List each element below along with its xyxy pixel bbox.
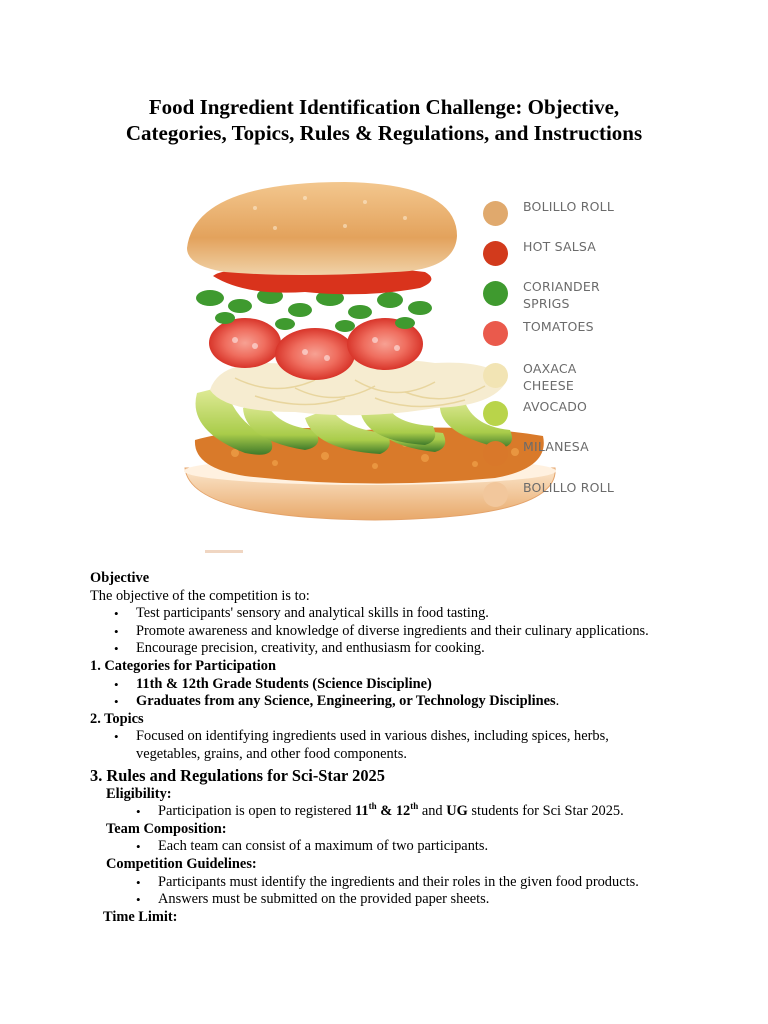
team-composition-heading: Team Composition:: [106, 820, 227, 837]
title-line-2: Categories, Topics, Rules & Regulations, and Instructions: [125, 121, 643, 145]
bolillo-roll-swatch: [483, 201, 508, 226]
objective-heading: Objective: [90, 570, 150, 586]
eligibility-heading: Eligibility:: [106, 785, 172, 802]
document-body: [90, 570, 730, 926]
legend-label: CORIANDER SPRIGS: [523, 279, 600, 311]
rules-heading: 3. Rules and Regulations for Sci-Star 2025: [90, 765, 385, 785]
tomatoes-swatch: [483, 321, 508, 346]
categories-heading: 1. Categories for Participation: [90, 657, 276, 674]
objective-intro: The objective of the competition is to:: [90, 587, 310, 604]
legend-item-bolillo-roll-top: [483, 198, 614, 226]
list-item: • Focused on identifying ingredients used in various dishes, including spices, herbs, vegetables, grains, and other food components.: [90, 728, 730, 763]
hot-salsa-swatch: [483, 241, 508, 266]
objective-list: [90, 605, 730, 658]
legend-item-tomatoes: [483, 318, 594, 346]
list-item: • Encourage precision, creativity, and enthusiasm for cooking.: [90, 640, 730, 658]
legend-label: MILANESA: [523, 439, 589, 454]
legend-item-oaxaca-cheese: [483, 360, 577, 394]
document-title: [40, 94, 728, 146]
list-item: • 11th & 12th Grade Students (Science Discipline): [90, 676, 730, 694]
competition-guidelines-heading: Competition Guidelines:: [106, 855, 257, 872]
list-item: • Each team can consist of a maximum of two participants.: [90, 838, 730, 856]
list-item: • Graduates from any Science, Engineering, or Technology Disciplines.: [90, 693, 730, 711]
list-item: • Promote awareness and knowledge of diverse ingredients and their culinary applications.: [90, 623, 730, 641]
milanesa-swatch: [483, 441, 508, 466]
legend-item-avocado: [483, 398, 587, 426]
legend-label: HOT SALSA: [523, 239, 597, 254]
legend-item-bolillo-roll-bottom: [483, 479, 614, 507]
topics-heading: 2. Topics: [90, 710, 144, 727]
legend-item-hot-salsa: [483, 238, 596, 266]
competition-guidelines-list: [90, 874, 730, 909]
title-line-1: Food Ingredient Identification Challenge: Objective,: [148, 95, 620, 119]
bolillo-roll-swatch: [483, 482, 508, 507]
legend-label: BOLILLO ROLL: [523, 480, 614, 495]
list-item: • Answers must be submitted on the provided paper sheets.: [90, 891, 730, 909]
legend-label: BOLILLO ROLL: [523, 199, 614, 214]
top-bun: [187, 182, 457, 275]
legend-label: TOMATOES: [523, 319, 594, 334]
eligibility-list: [90, 803, 730, 821]
coriander-swatch: [483, 281, 508, 306]
list-item: • Participation is open to registered 11th & 12th and UG students for Sci Star 2025.: [90, 803, 730, 821]
topics-list: [90, 728, 730, 763]
cheese-swatch: [483, 363, 508, 388]
legend-item-milanesa: [483, 438, 589, 466]
legend-item-coriander-sprigs: [483, 278, 600, 312]
list-item: • Participants must identify the ingredients and their roles in the given food products.: [90, 874, 730, 892]
team-composition-list: [90, 838, 730, 856]
avocado-swatch: [483, 401, 508, 426]
list-item: • Test participants' sensory and analytical skills in food tasting.: [90, 605, 730, 623]
categories-list: [90, 676, 730, 711]
legend-label: AVOCADO: [523, 399, 588, 414]
legend-label: OAXACA CHEESE: [523, 361, 577, 393]
time-limit-heading: Time Limit:: [103, 908, 178, 925]
